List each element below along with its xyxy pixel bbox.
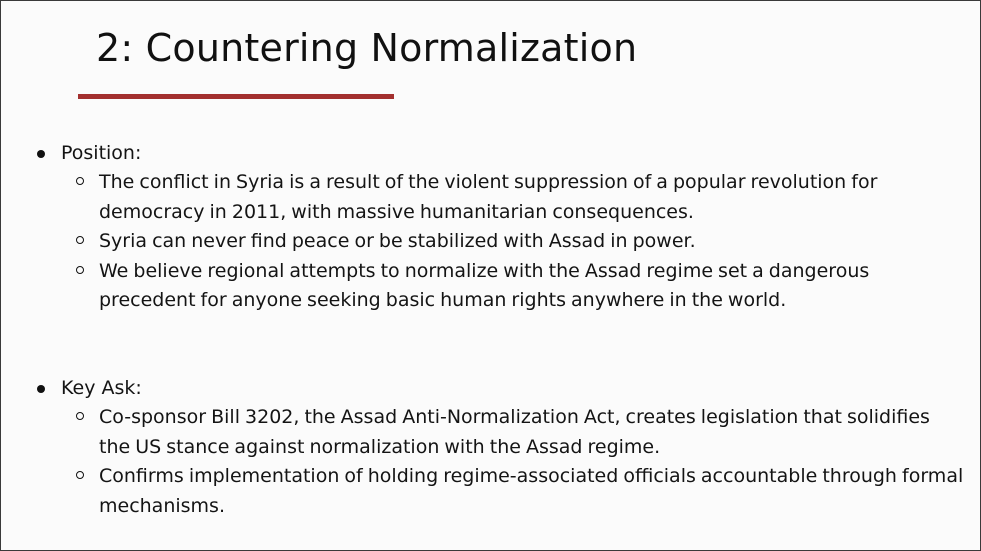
list-item (35, 227, 965, 257)
bullet-circle-icon (76, 177, 84, 185)
list-item-text: Syria can never find peace or be stabilized with Assad in power. (99, 230, 696, 252)
list-item-text: Co-sponsor Bill 3202, the Assad Anti-Normalization Act, creates legislation that solidifies the US stance against normalization with the Assad regime. (99, 406, 930, 458)
key-ask-list (35, 403, 965, 521)
list-item (35, 462, 965, 521)
bullet-circle-icon (76, 266, 84, 274)
list-item-text: The conflict in Syria is a result of the violent suppression of a popular revolution for democracy in 2011, with massive humanitarian consequences. (99, 171, 878, 223)
section-heading (35, 139, 965, 168)
list-item (35, 403, 965, 462)
section-heading (35, 374, 965, 403)
bullet-disc-icon (37, 150, 45, 158)
section-position (35, 139, 965, 316)
list-item (35, 168, 965, 227)
bullet-disc-icon (37, 385, 45, 393)
list-item-text: Confirms implementation of holding regime-associated officials accountable through formal mechanisms. (99, 465, 964, 517)
list-item (35, 257, 965, 316)
section-key-ask (35, 374, 965, 521)
section-heading-label: Key Ask: (61, 377, 142, 399)
bullet-circle-icon (76, 471, 84, 479)
section-heading-label: Position: (61, 142, 142, 164)
bullet-circle-icon (76, 412, 84, 420)
title-underline (78, 94, 394, 99)
slide-title: 2: Countering Normalization (96, 26, 638, 70)
list-item-text: We believe regional attempts to normalize with the Assad regime set a dangerous precedent for anyone seeking basic human rights anywhere in the world. (99, 259, 870, 311)
bullet-circle-icon (76, 236, 84, 244)
position-list (35, 168, 965, 316)
